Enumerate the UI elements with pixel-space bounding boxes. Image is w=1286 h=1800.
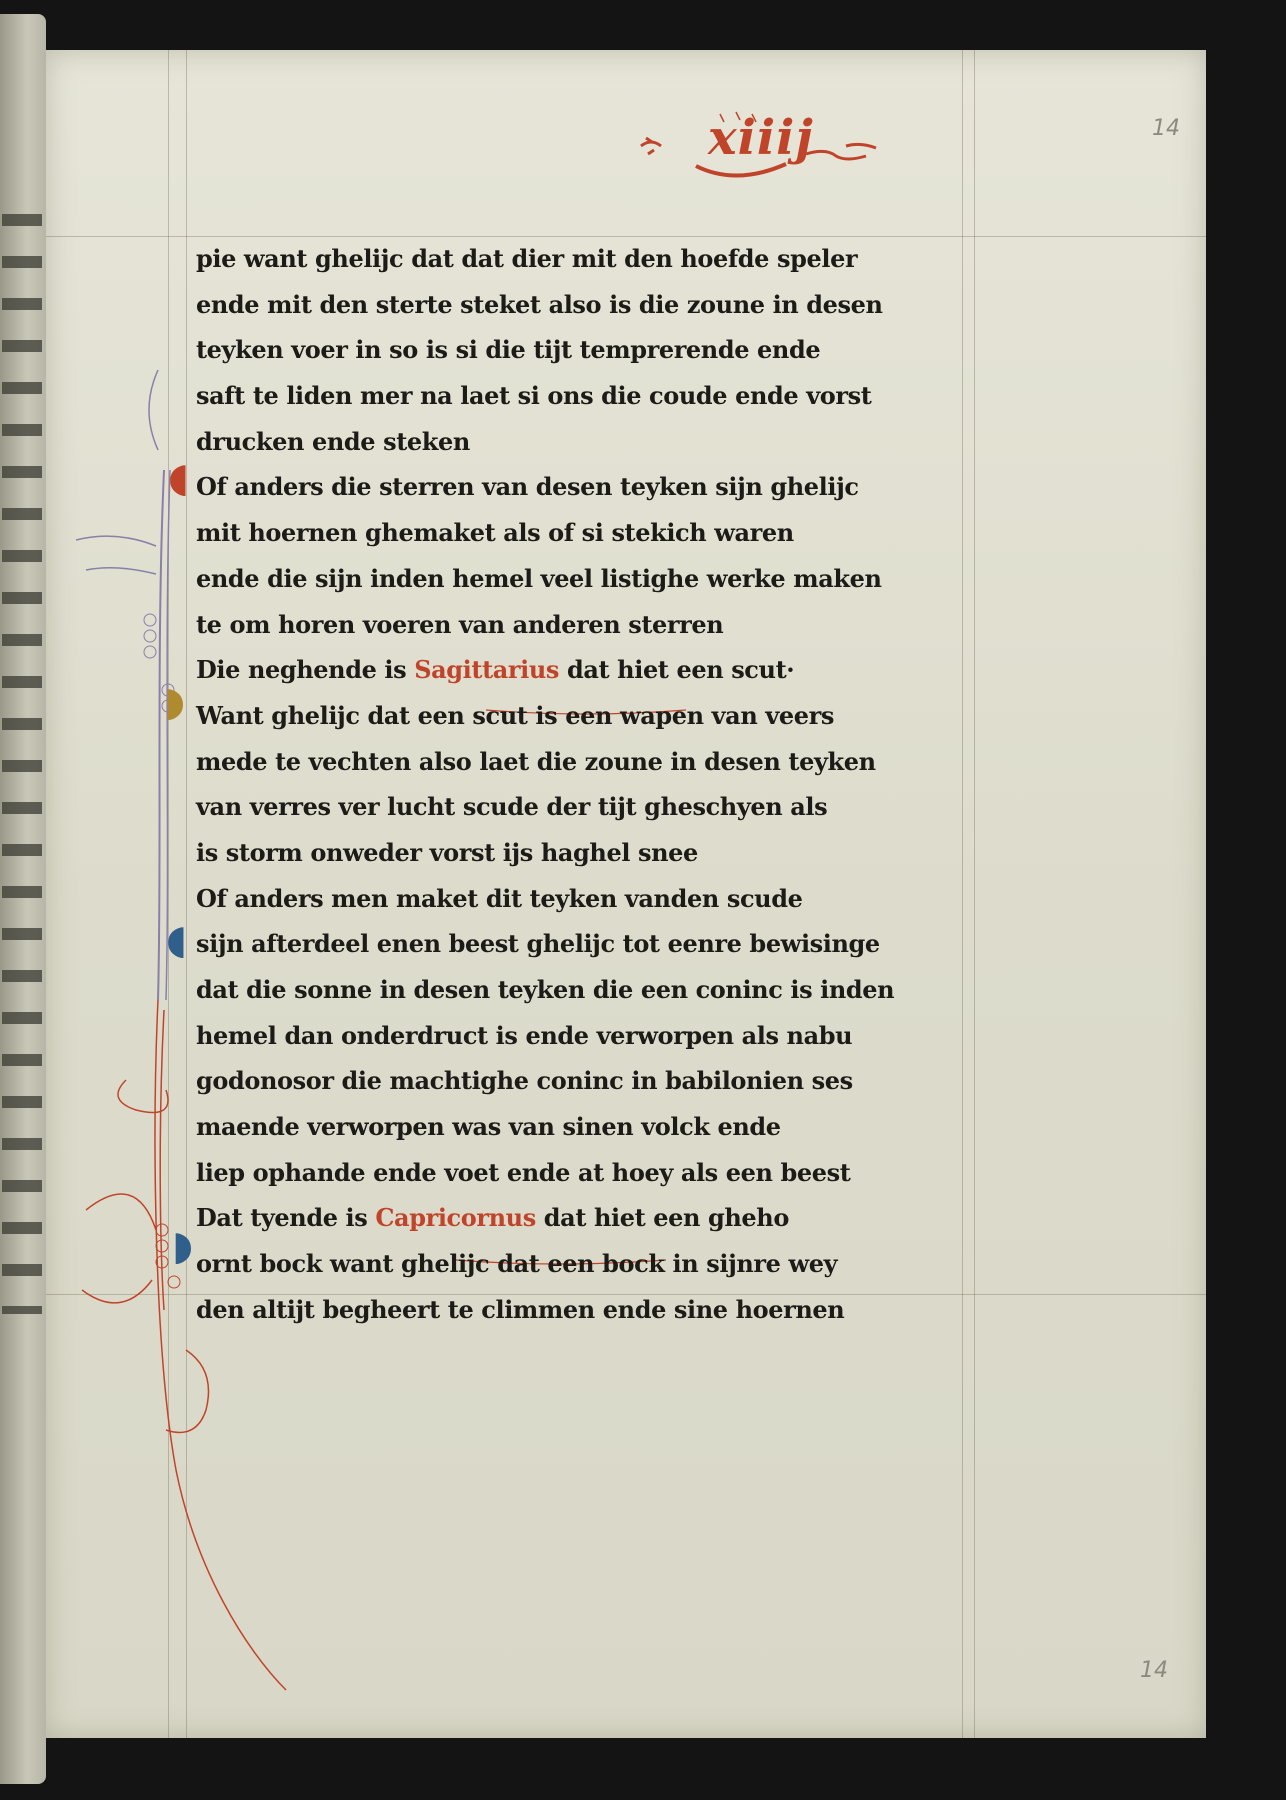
text-column (196, 236, 1028, 1333)
manuscript-page (46, 50, 1206, 1738)
pencil-folio-number-bottom: 14 (1140, 1658, 1168, 1683)
text-line: ende die sijn inden hemel veel listighe werke maken (196, 563, 882, 593)
text-line: mede te vechten also laet die zoune in desen teyken (196, 746, 876, 776)
text-line: Die neghende is Sagittarius dat hiet een scut· (196, 655, 795, 685)
text-line: maende verworpen was van sinen volck ende (196, 1112, 781, 1142)
pencil-folio-number-top: 14 (1152, 116, 1180, 141)
text-line: pie want ghelijc dat dat dier mit den hoefde speler (196, 244, 858, 273)
text-line: den altijt begheert te climmen ende sine hoernen (196, 1294, 845, 1324)
text-line: dat die sonne in desen teyken die een coninc is inden (196, 975, 895, 1004)
text-line: hemel dan onderdruct is ende verworpen als nabu (196, 1020, 853, 1050)
ruling-left-inner (186, 50, 187, 1738)
initial-o-blue: ◖ (166, 916, 188, 963)
initial-d-gold: ◗ (164, 678, 186, 725)
text-line: ornt bock want ghelijc dat een bock in sijnre wey (196, 1249, 838, 1279)
folio-numeral: xiiij (708, 110, 814, 166)
text-line: teyken voer in so is si die tijt temprerende ende (196, 335, 821, 365)
initial-o-red: ◖ (168, 454, 190, 501)
rubricated-word: Sagittarius (414, 655, 560, 685)
initial-d-blue: ◗ (172, 1222, 194, 1269)
text-line: drucken ende steken (196, 426, 470, 456)
text-line: Dat tyende is Capricornus dat hiet een gheho (196, 1203, 789, 1233)
text-line: mit hoernen ghemaket als of si stekich waren (196, 518, 794, 548)
facing-page-text (2, 214, 42, 1314)
text-line: te om horen voeren van anderen sterren (196, 609, 724, 639)
text-line: Of anders die sterren van desen teyken sijn ghelijc (196, 472, 859, 502)
facing-page-edge (0, 14, 46, 1784)
text-line: saft te liden mer na laet si ons die coude ende vorst (196, 381, 872, 411)
text-line: van verres ver lucht scude der tijt gheschyen als (196, 792, 828, 822)
text-line: sijn afterdeel enen beest ghelijc tot eenre bewisinge (196, 929, 880, 959)
text-line: Want ghelijc dat een scut is een wapen van veers (196, 700, 834, 730)
rubricated-word: Capricornus (375, 1203, 536, 1233)
ruling-left (168, 50, 169, 1738)
text-line: Of anders men maket dit teyken vanden scude (196, 883, 803, 913)
text-line: liep ophande ende voet ende at hoey als een beest (196, 1157, 851, 1187)
text-line: ende mit den sterte steket also is die zoune in desen (196, 289, 883, 319)
folio-header (636, 110, 936, 190)
text-line: is storm onweder vorst ijs haghel snee (196, 837, 698, 867)
text-line: godonosor die machtighe coninc in babilonien ses (196, 1066, 853, 1096)
